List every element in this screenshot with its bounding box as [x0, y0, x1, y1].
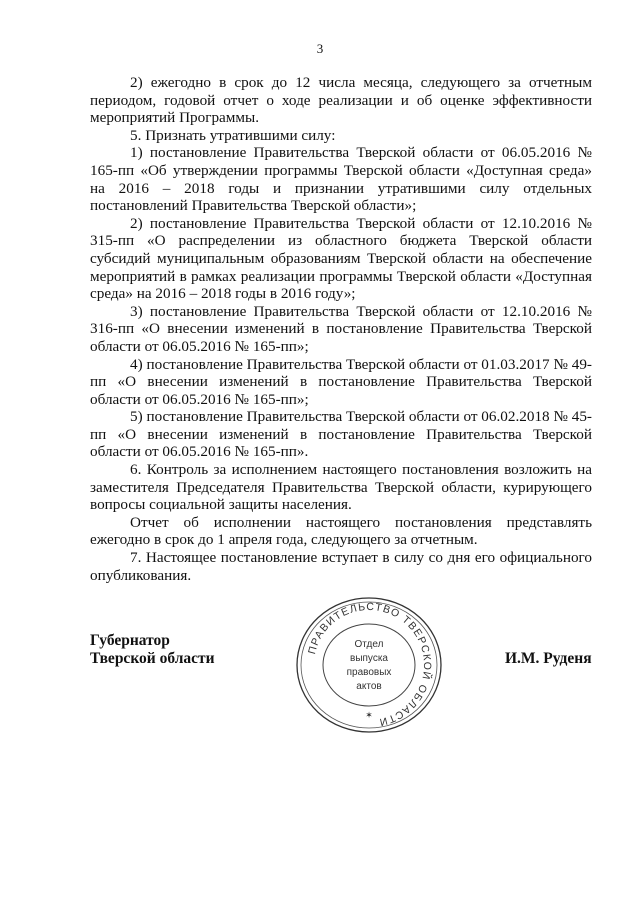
signature-title-line-1: Губернатор [90, 632, 170, 649]
paragraph-repeal-2: 2) постановление Правительства Тверской области от 12.10.2016 № 315-пп «О распределении из областного бюджета Тверской области субсидий муниципальным образованиям Тверской области на обеспечение мероприятий в рамках реализации программы Тверской области «Доступная среда» на 2016 – 2018 годы в 2016 году»; [90, 214, 592, 303]
stamp-graphic [294, 595, 444, 735]
paragraph-repeal-3: 3) постановление Правительства Тверской области от 12.10.2016 № 316-пп «О внесении изменений в постановление Правительства Тверской области от 06.05.2016 № 165-пп»; [90, 302, 592, 355]
stamp-center-line-3: правовых [346, 667, 392, 678]
official-stamp [294, 595, 444, 735]
signature-title [90, 632, 215, 667]
paragraph-item-5-heading: 5. Признать утратившими силу: [130, 126, 336, 144]
stamp-center-line-2: выпуска [350, 653, 388, 664]
signature-title-line-2: Тверской области [90, 649, 215, 667]
paragraph-annual-report: Отчет об исполнении настоящего постановления представлять ежегодно в срок до 1 апреля года, следующего за отчетным. [90, 513, 592, 549]
paragraph-repeal-4: 4) постановление Правительства Тверской области от 01.03.2017 № 49-пп «О внесении изменений в постановление Правительства Тверской области от 06.05.2016 № 165-пп»; [90, 355, 592, 408]
stamp-ring-text: ПРАВИТЕЛЬСТВО ТВЕРСКОЙ ОБЛАСТИ [306, 600, 434, 729]
document-body [90, 74, 592, 584]
paragraph-item-6-control: 6. Контроль за исполнением настоящего постановления возложить на заместителя Председателя Правительства Тверской области, курирующего вопросы социальной защиты населения. [90, 461, 592, 514]
paragraph-repeal-5: 5) постановление Правительства Тверской области от 06.02.2018 № 45-пп «О внесении изменений в постановление Правительства Тверской области от 06.05.2016 № 165-пп». [90, 408, 592, 461]
signature-name: И.М. Руденя [505, 650, 592, 667]
page-number: 3 [316, 41, 324, 56]
paragraph-report-item-2: 2) ежегодно в срок до 12 числа месяца, следующего за отчетным периодом, годовой отчет о ходе реализации и об оценке эффективности мероприятий Программы. [90, 74, 592, 127]
stamp-center-line-4: актов [356, 681, 382, 692]
stamp-center-line-1: Отдел [354, 639, 384, 650]
paragraph-repeal-1: 1) постановление Правительства Тверской области от 06.05.2016 № 165-пп «Об утверждении программы Тверской области «Доступная среда» на 2016 – 2018 годы и признании утратившими силу отдельных постановлений Правительства Тверской области»; [90, 144, 592, 215]
stamp-star-icon: ✶ [365, 710, 373, 720]
paragraph-item-7-effective: 7. Настоящее постановление вступает в силу со дня его официального опубликования. [90, 549, 592, 584]
